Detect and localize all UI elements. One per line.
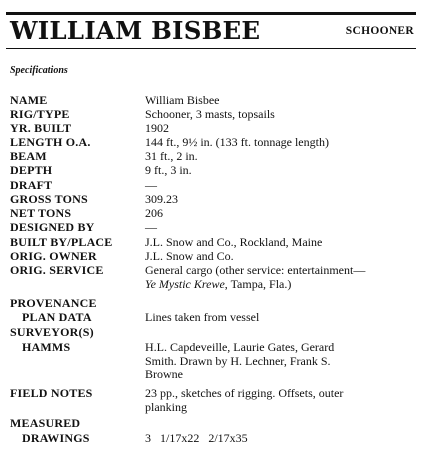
spec-value: 9 ft., 3 in. [145, 163, 192, 177]
spec-label: RIG/TYPE [10, 107, 70, 121]
top-rule [6, 12, 416, 15]
spec-label: GROSS TONS [10, 192, 88, 206]
spec-label: ORIG. OWNER [10, 249, 97, 263]
spec-label: HAMMS [22, 340, 71, 354]
spec-label: PLAN DATA [22, 310, 92, 324]
section-title: Specifications [10, 65, 68, 76]
spec-label: MEASURED [10, 416, 81, 430]
spec-value: — [145, 178, 157, 192]
spec-value: — [145, 220, 157, 234]
spec-label: ORIG. SERVICE [10, 263, 104, 277]
spec-value: 206 [145, 206, 163, 220]
spec-value: 309.23 [145, 192, 178, 206]
spec-label: DRAFT [10, 178, 53, 192]
spec-value: J.L. Snow and Co., Rockland, Maine [145, 235, 323, 249]
spec-value [145, 387, 415, 414]
spec-label: YR. BUILT [10, 121, 72, 135]
service-italic-name: Ye Mystic Krewe [145, 276, 225, 291]
spec-value: William Bisbee [145, 93, 220, 107]
vessel-type-label: SCHOONER [345, 25, 414, 37]
vessel-name-title: WILLIAM BISBEE [10, 16, 261, 45]
field-notes-line-2: planking [145, 399, 187, 414]
service-line-2: , Tampa, Fla.) [224, 276, 292, 291]
spec-value: 31 ft., 2 in. [145, 149, 198, 163]
spec-value: Lines taken from vessel [145, 310, 260, 324]
spec-value: J.L. Snow and Co. [145, 249, 234, 263]
spec-value: 1902 [145, 121, 169, 135]
spec-label: NAME [10, 93, 48, 107]
spec-label: PROVENANCE [10, 296, 97, 310]
spec-label: DEPTH [10, 163, 53, 177]
service-line-1: General cargo (other service: entertainment— [145, 263, 366, 277]
field-notes-line-1: 23 pp., sketches of rigging. Offsets, outer [145, 386, 344, 400]
spec-value [145, 341, 415, 382]
hamms-line-2: Smith. Drawn by H. Lechner, Frank S. [145, 353, 331, 368]
spec-value: 3 1/17x22 2/17x35 [145, 431, 248, 445]
spec-label: DRAWINGS [22, 431, 90, 445]
spec-value [145, 264, 415, 291]
spec-label: DESIGNED BY [10, 220, 95, 234]
spec-label: FIELD NOTES [10, 386, 93, 400]
spec-label: BUILT BY/PLACE [10, 235, 113, 249]
spec-label: BEAM [10, 149, 47, 163]
spec-label: LENGTH O.A. [10, 135, 91, 149]
spec-value: 144 ft., 9½ in. (133 ft. tonnage length) [145, 135, 329, 149]
hamms-line-1: H.L. Capdeveille, Laurie Gates, Gerard [145, 340, 335, 354]
hamms-line-3: Browne [145, 367, 183, 381]
spec-label: NET TONS [10, 206, 72, 220]
spec-label: SURVEYOR(S) [10, 325, 94, 339]
header-rule [6, 48, 416, 49]
spec-value: Schooner, 3 masts, topsails [145, 107, 275, 121]
